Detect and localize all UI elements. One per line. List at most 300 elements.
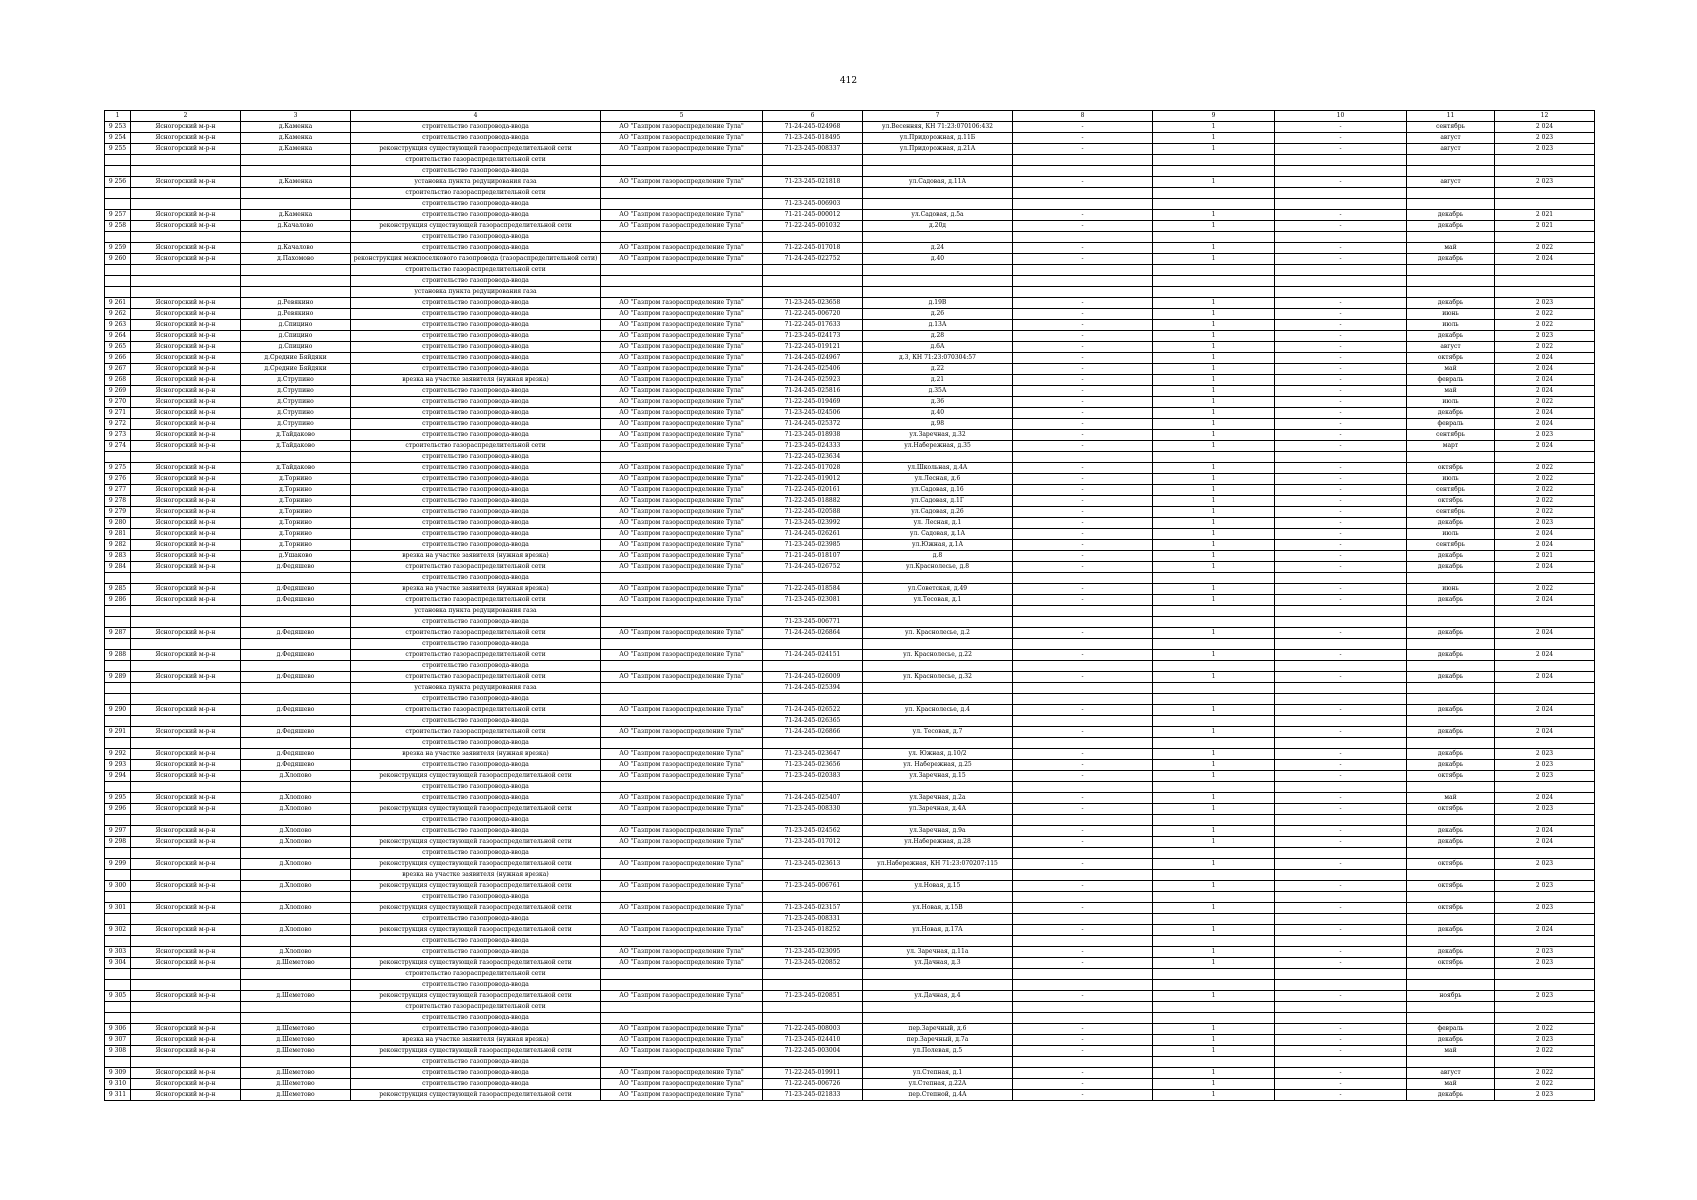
table-cell	[1407, 716, 1495, 727]
table-cell: 71-22-245-017018	[763, 243, 863, 254]
table-cell: строительство газопровода-ввода	[351, 342, 601, 353]
table-cell	[763, 573, 863, 584]
table-cell: 1	[1153, 540, 1275, 551]
table-cell: строительство газопровода-ввода	[351, 507, 601, 518]
table-cell: АО "Газпром газораспределение Тула"	[601, 342, 763, 353]
table-cell: -	[1013, 221, 1153, 232]
works-table	[104, 110, 1595, 1101]
table-cell: декабрь	[1407, 254, 1495, 265]
table-cell: строительство газопровода-ввода	[351, 309, 601, 320]
table-cell: -	[1013, 210, 1153, 221]
table-cell	[105, 617, 131, 628]
table-row-continuation	[105, 782, 1595, 793]
table-cell	[1275, 1013, 1407, 1024]
table-cell: д.Струпино	[241, 419, 351, 430]
table-cell: 2 024	[1495, 672, 1595, 683]
table-cell: пер.Заречный, д.7а	[863, 1035, 1013, 1046]
table-cell	[1153, 188, 1275, 199]
table-cell: -	[1275, 133, 1407, 144]
table-cell: строительство газораспределительной сети	[351, 650, 601, 661]
table-cell	[241, 782, 351, 793]
table-cell: Ясногорский м-р-н	[131, 430, 241, 441]
table-cell: -	[1275, 760, 1407, 771]
table-cell	[601, 892, 763, 903]
table-cell: д.Качалово	[241, 221, 351, 232]
table-cell	[1495, 683, 1595, 694]
table-cell	[863, 782, 1013, 793]
table-row-continuation	[105, 661, 1595, 672]
table-cell	[1013, 617, 1153, 628]
table-cell	[1407, 683, 1495, 694]
table-cell: строительство газопровода-ввода	[351, 760, 601, 771]
table-cell: 9 279	[105, 507, 131, 518]
table-cell	[1495, 815, 1595, 826]
table-cell	[1495, 166, 1595, 177]
table-cell: -	[1275, 375, 1407, 386]
table-cell: строительство газораспределительной сети	[351, 1002, 601, 1013]
table-cell: АО "Газпром газораспределение Тула"	[601, 1090, 763, 1101]
table-cell: -	[1013, 1024, 1153, 1035]
table-cell	[131, 265, 241, 276]
table-cell	[131, 232, 241, 243]
table-cell: 1	[1153, 419, 1275, 430]
table-cell: июль	[1407, 529, 1495, 540]
table-cell: Ясногорский м-р-н	[131, 958, 241, 969]
table-cell	[601, 738, 763, 749]
table-cell: АО "Газпром газораспределение Тула"	[601, 903, 763, 914]
table-cell	[863, 287, 1013, 298]
table-cell: 1	[1153, 771, 1275, 782]
table-cell: реконструкция существующей газораспределительной сети	[351, 881, 601, 892]
table-row	[105, 540, 1595, 551]
table-cell	[1013, 936, 1153, 947]
table-cell: декабрь	[1407, 562, 1495, 573]
table-cell	[601, 606, 763, 617]
table-cell: д.26	[863, 309, 1013, 320]
table-cell: 1	[1153, 364, 1275, 375]
table-cell: 71-22-245-008003	[763, 1024, 863, 1035]
table-cell	[105, 1057, 131, 1068]
table-cell	[1407, 276, 1495, 287]
table-cell: 9 281	[105, 529, 131, 540]
header-row	[105, 111, 1595, 122]
table-cell	[1495, 914, 1595, 925]
column-header: 12	[1495, 111, 1595, 122]
table-cell: ул.Заречная, д.15	[863, 771, 1013, 782]
table-cell: 1	[1153, 1090, 1275, 1101]
table-cell: д.Шеметово	[241, 958, 351, 969]
table-cell: д.Хлопово	[241, 881, 351, 892]
table-row	[105, 771, 1595, 782]
table-cell: д.Хлопово	[241, 804, 351, 815]
table-cell	[1153, 199, 1275, 210]
table-cell: 1	[1153, 793, 1275, 804]
table-row	[105, 309, 1595, 320]
table-cell: 9 273	[105, 430, 131, 441]
table-cell: -	[1275, 749, 1407, 760]
table-cell	[131, 1013, 241, 1024]
table-cell: 71-23-245-023095	[763, 947, 863, 958]
table-cell: 71-24-245-024151	[763, 650, 863, 661]
table-cell	[601, 265, 763, 276]
table-cell: АО "Газпром газораспределение Тула"	[601, 540, 763, 551]
table-cell	[763, 738, 863, 749]
table-cell: 2 022	[1495, 584, 1595, 595]
table-cell: д.Ревякино	[241, 298, 351, 309]
table-cell	[763, 639, 863, 650]
table-cell	[1275, 870, 1407, 881]
table-cell: реконструкция существующей газораспределительной сети	[351, 771, 601, 782]
table-cell: -	[1275, 518, 1407, 529]
table-cell	[1275, 573, 1407, 584]
table-row	[105, 804, 1595, 815]
table-cell: ул.Южная, д.1А	[863, 540, 1013, 551]
table-cell: строительство газораспределительной сети	[351, 562, 601, 573]
table-cell: -	[1275, 397, 1407, 408]
table-cell: ул.Заречная, д.4А	[863, 804, 1013, 815]
table-cell	[763, 188, 863, 199]
table-cell	[1275, 694, 1407, 705]
table-cell: 2 022	[1495, 507, 1595, 518]
table-cell	[105, 969, 131, 980]
table-cell: 1	[1153, 133, 1275, 144]
table-cell: май	[1407, 386, 1495, 397]
table-cell: д.Федяшево	[241, 760, 351, 771]
table-cell	[601, 639, 763, 650]
table-cell: строительство газопровода-ввода	[351, 353, 601, 364]
table-cell: д.98	[863, 419, 1013, 430]
table-cell: -	[1013, 1046, 1153, 1057]
table-cell: реконструкция существующей газораспределительной сети	[351, 925, 601, 936]
table-cell	[763, 265, 863, 276]
table-cell: 71-21-245-018107	[763, 551, 863, 562]
table-cell	[1495, 738, 1595, 749]
table-row	[105, 408, 1595, 419]
table-cell: Ясногорский м-р-н	[131, 540, 241, 551]
table-cell	[131, 199, 241, 210]
table-cell: 9 298	[105, 837, 131, 848]
table-cell: 9 311	[105, 1090, 131, 1101]
table-cell: 71-24-245-022752	[763, 254, 863, 265]
table-cell: 9 265	[105, 342, 131, 353]
table-cell: 2 024	[1495, 650, 1595, 661]
table-cell: 9 291	[105, 727, 131, 738]
table-cell	[1495, 188, 1595, 199]
table-cell: строительство газопровода-ввода	[351, 133, 601, 144]
table-cell	[1153, 606, 1275, 617]
table-cell: октябрь	[1407, 859, 1495, 870]
table-cell	[1153, 936, 1275, 947]
table-cell: 2 023	[1495, 1035, 1595, 1046]
table-cell: -	[1275, 771, 1407, 782]
table-cell	[863, 276, 1013, 287]
table-cell: реконструкция существующей газораспределительной сети	[351, 837, 601, 848]
table-cell	[601, 1057, 763, 1068]
table-cell: строительство газопровода-ввода	[351, 243, 601, 254]
table-cell	[1013, 199, 1153, 210]
table-cell	[131, 892, 241, 903]
table-cell: май	[1407, 364, 1495, 375]
table-cell: АО "Газпром газораспределение Тула"	[601, 177, 763, 188]
table-cell: декабрь	[1407, 672, 1495, 683]
table-cell: д.Каменка	[241, 133, 351, 144]
table-cell: АО "Газпром газораспределение Тула"	[601, 958, 763, 969]
table-cell: 71-22-245-017028	[763, 463, 863, 474]
table-cell	[1275, 155, 1407, 166]
table-cell: строительство газопровода-ввода	[351, 980, 601, 991]
table-cell	[863, 155, 1013, 166]
table-cell	[863, 980, 1013, 991]
table-cell: АО "Газпром газораспределение Тула"	[601, 485, 763, 496]
table-cell: сентябрь	[1407, 540, 1495, 551]
table-cell	[131, 617, 241, 628]
table-row	[105, 837, 1595, 848]
table-cell: д.Струпино	[241, 408, 351, 419]
table-cell: строительство газопровода-ввода	[351, 518, 601, 529]
table-cell: АО "Газпром газораспределение Тула"	[601, 210, 763, 221]
table-cell	[1013, 232, 1153, 243]
table-cell	[1013, 914, 1153, 925]
table-row-continuation	[105, 936, 1595, 947]
table-cell: 71-23-245-006761	[763, 881, 863, 892]
table-cell	[241, 716, 351, 727]
table-cell: декабрь	[1407, 221, 1495, 232]
table-cell	[1013, 815, 1153, 826]
table-cell: февраль	[1407, 375, 1495, 386]
table-cell: -	[1013, 793, 1153, 804]
table-cell: 71-24-245-026261	[763, 529, 863, 540]
table-cell: реконструкция существующей газораспределительной сети	[351, 991, 601, 1002]
table-row	[105, 749, 1595, 760]
table-cell: 1	[1153, 650, 1275, 661]
table-cell	[1275, 892, 1407, 903]
table-cell: -	[1275, 342, 1407, 353]
table-cell: -	[1275, 177, 1407, 188]
table-cell: АО "Газпром газораспределение Тула"	[601, 1046, 763, 1057]
table-row	[105, 1079, 1595, 1090]
table-cell	[105, 716, 131, 727]
table-cell	[601, 815, 763, 826]
table-cell: август	[1407, 133, 1495, 144]
table-cell: врезка на участке заявителя (нужная врезка)	[351, 584, 601, 595]
table-cell: -	[1013, 705, 1153, 716]
table-cell: АО "Газпром газораспределение Тула"	[601, 496, 763, 507]
table-cell	[1013, 287, 1153, 298]
table-cell: пер.Заречный, д.6	[863, 1024, 1013, 1035]
table-cell: 9 259	[105, 243, 131, 254]
column-header: 10	[1275, 111, 1407, 122]
table-cell: Ясногорский м-р-н	[131, 595, 241, 606]
table-cell: строительство газопровода-ввода	[351, 276, 601, 287]
table-cell: 71-23-245-018938	[763, 430, 863, 441]
table-row	[105, 760, 1595, 771]
table-cell: 2 023	[1495, 881, 1595, 892]
table-cell	[241, 683, 351, 694]
table-cell	[1275, 716, 1407, 727]
table-cell: 2 024	[1495, 826, 1595, 837]
table-cell: Ясногорский м-р-н	[131, 441, 241, 452]
table-cell	[1153, 276, 1275, 287]
table-cell: ул.Заречная, д.32	[863, 430, 1013, 441]
table-row-continuation	[105, 914, 1595, 925]
table-cell: 1	[1153, 430, 1275, 441]
table-cell: 2 024	[1495, 408, 1595, 419]
table-cell	[1275, 738, 1407, 749]
table-cell: строительство газопровода-ввода	[351, 463, 601, 474]
table-cell: -	[1013, 1068, 1153, 1079]
table-cell: 1	[1153, 397, 1275, 408]
table-cell	[763, 166, 863, 177]
table-cell	[601, 969, 763, 980]
table-cell: 9 261	[105, 298, 131, 309]
table-cell: строительство газопровода-ввода	[351, 210, 601, 221]
table-cell: 9 300	[105, 881, 131, 892]
table-cell: д.36	[863, 397, 1013, 408]
table-cell: д.19В	[863, 298, 1013, 309]
table-cell: ул.Набережная, д.28	[863, 837, 1013, 848]
table-cell	[601, 1013, 763, 1024]
table-cell: 1	[1153, 705, 1275, 716]
table-cell: 2 023	[1495, 903, 1595, 914]
table-cell: Ясногорский м-р-н	[131, 496, 241, 507]
table-cell: декабрь	[1407, 826, 1495, 837]
table-cell: 9 285	[105, 584, 131, 595]
table-cell	[1495, 573, 1595, 584]
table-cell: -	[1275, 430, 1407, 441]
table-cell: Ясногорский м-р-н	[131, 507, 241, 518]
table-cell	[1495, 265, 1595, 276]
table-cell	[1495, 848, 1595, 859]
table-cell: 2 024	[1495, 562, 1595, 573]
table-cell: 1	[1153, 1079, 1275, 1090]
table-cell: 9 277	[105, 485, 131, 496]
table-cell	[1407, 188, 1495, 199]
table-cell: 9 295	[105, 793, 131, 804]
table-cell: строительство газораспределительной сети	[351, 441, 601, 452]
table-cell: май	[1407, 793, 1495, 804]
table-cell: Ясногорский м-р-н	[131, 1079, 241, 1090]
table-cell	[1275, 232, 1407, 243]
table-cell	[601, 936, 763, 947]
table-cell	[863, 166, 1013, 177]
table-cell: 1	[1153, 210, 1275, 221]
table-cell: 1	[1153, 485, 1275, 496]
table-cell	[1013, 738, 1153, 749]
table-cell: 9 293	[105, 760, 131, 771]
table-cell	[601, 287, 763, 298]
table-cell: 9 303	[105, 947, 131, 958]
table-cell	[863, 188, 1013, 199]
table-cell: 9 296	[105, 804, 131, 815]
table-cell	[241, 199, 351, 210]
table-cell: АО "Газпром газораспределение Тула"	[601, 650, 763, 661]
table-cell: 1	[1153, 386, 1275, 397]
table-cell: строительство газопровода-ввода	[351, 452, 601, 463]
table-cell: -	[1275, 298, 1407, 309]
table-row	[105, 243, 1595, 254]
table-row	[105, 727, 1595, 738]
table-cell: -	[1013, 243, 1153, 254]
table-cell: д.Струпино	[241, 375, 351, 386]
table-cell: -	[1013, 826, 1153, 837]
table-cell: строительство газопровода-ввода	[351, 320, 601, 331]
table-cell: Ясногорский м-р-н	[131, 353, 241, 364]
table-cell	[601, 848, 763, 859]
table-cell: АО "Газпром газораспределение Тула"	[601, 331, 763, 342]
table-cell	[241, 936, 351, 947]
table-cell: д.6А	[863, 342, 1013, 353]
table-cell: 2 023	[1495, 947, 1595, 958]
table-cell: октябрь	[1407, 353, 1495, 364]
table-cell: Ясногорский м-р-н	[131, 1046, 241, 1057]
table-row	[105, 254, 1595, 265]
table-cell: -	[1013, 881, 1153, 892]
table-cell	[241, 617, 351, 628]
table-cell: 71-22-245-017633	[763, 320, 863, 331]
table-cell: октябрь	[1407, 881, 1495, 892]
table-cell	[863, 661, 1013, 672]
table-cell: 9 292	[105, 749, 131, 760]
table-cell: 71-22-245-018882	[763, 496, 863, 507]
table-cell	[1495, 716, 1595, 727]
table-cell: -	[1013, 1090, 1153, 1101]
table-cell	[601, 276, 763, 287]
table-cell: Ясногорский м-р-н	[131, 1090, 241, 1101]
table-cell: Ясногорский м-р-н	[131, 650, 241, 661]
table-cell: 1	[1153, 375, 1275, 386]
column-header: 1	[105, 111, 131, 122]
table-cell: ул. Южная, д.10/2	[863, 749, 1013, 760]
table-cell: -	[1013, 1035, 1153, 1046]
table-cell: 9 302	[105, 925, 131, 936]
table-cell: Ясногорский м-р-н	[131, 298, 241, 309]
table-row-continuation	[105, 1057, 1595, 1068]
table-cell: -	[1013, 331, 1153, 342]
table-cell	[1153, 155, 1275, 166]
table-cell	[1275, 1002, 1407, 1013]
table-cell	[105, 287, 131, 298]
table-cell: 9 308	[105, 1046, 131, 1057]
table-row	[105, 551, 1595, 562]
table-cell: ул. Набережная, д.25	[863, 760, 1013, 771]
table-cell: д.24	[863, 243, 1013, 254]
table-cell: 9 287	[105, 628, 131, 639]
table-cell	[1275, 1057, 1407, 1068]
table-cell: Ясногорский м-р-н	[131, 485, 241, 496]
table-cell	[1013, 188, 1153, 199]
table-cell: 71-23-245-017012	[763, 837, 863, 848]
table-cell: 1	[1153, 727, 1275, 738]
table-cell: установка пункта редуцирования газа	[351, 606, 601, 617]
table-row-continuation	[105, 155, 1595, 166]
table-row	[105, 496, 1595, 507]
table-cell: -	[1013, 727, 1153, 738]
table-cell: строительство газораспределительной сети	[351, 265, 601, 276]
table-row	[105, 320, 1595, 331]
table-cell: установка пункта редуцирования газа	[351, 683, 601, 694]
table-cell	[241, 914, 351, 925]
table-cell: строительство газопровода-ввода	[351, 397, 601, 408]
table-cell	[601, 155, 763, 166]
table-cell	[1407, 232, 1495, 243]
table-cell: АО "Газпром газораспределение Тула"	[601, 991, 763, 1002]
table-cell	[1495, 782, 1595, 793]
table-cell: строительство газопровода-ввода	[351, 936, 601, 947]
table-cell: 2 023	[1495, 331, 1595, 342]
table-row-continuation	[105, 1013, 1595, 1024]
table-cell	[1153, 694, 1275, 705]
table-cell	[1495, 452, 1595, 463]
